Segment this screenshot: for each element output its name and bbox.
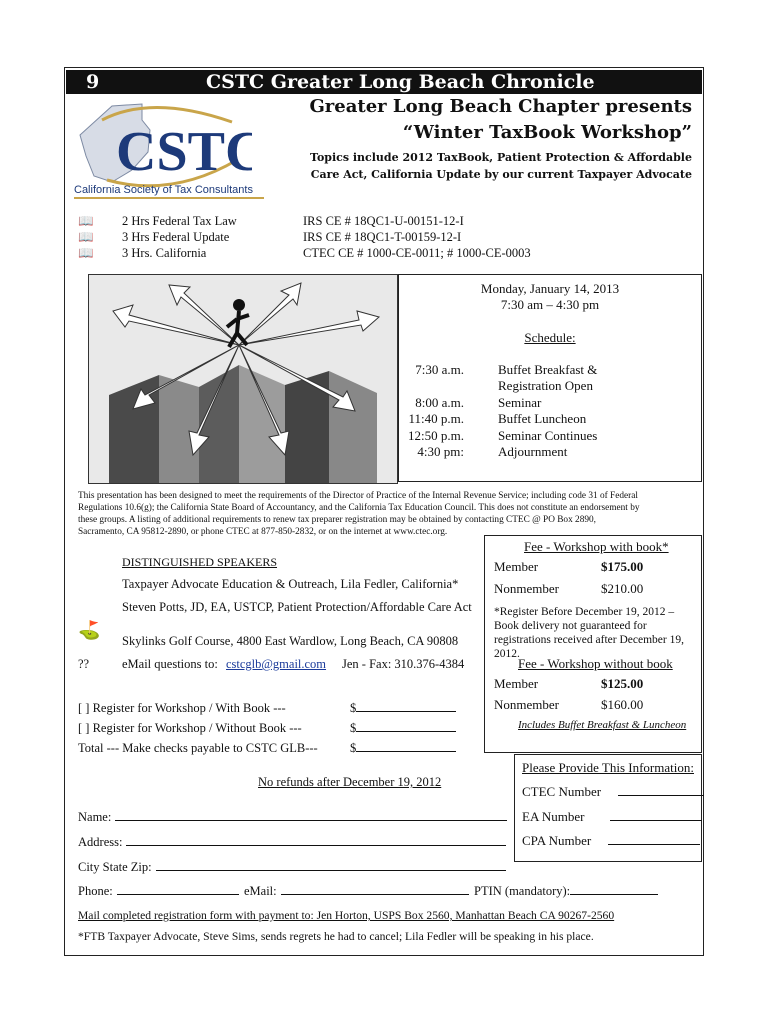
schedule-item: Buffet Luncheon	[498, 411, 587, 427]
field-line	[570, 894, 658, 895]
field-line	[610, 820, 702, 821]
disclaimer-line: Sacramento, CA 95812-2890, or phone CTEC at 877-850-2832, or on the internet at www.ctec.org.	[78, 527, 448, 537]
schedule-item: Seminar	[498, 394, 542, 410]
schedule-time: 11:40 p.m.	[408, 411, 464, 427]
amount-line	[356, 711, 456, 712]
footnote: *FTB Taxpayer Advocate, Steve Sims, sends regrets he had to cancel; Lila Fedler will be speaking in his place.	[78, 930, 594, 943]
schedule-heading: Schedule:	[524, 330, 576, 345]
newsletter-title: CSTC Greater Long Beach Chronicle	[206, 71, 595, 93]
schedule-time: 8:00 a.m.	[415, 394, 464, 410]
email-field-label: eMail:	[244, 884, 277, 898]
ctec-label: CTEC Number	[522, 784, 602, 799]
issue-number: 9	[86, 71, 100, 93]
credit-label: 3 Hrs. California	[122, 246, 207, 260]
fee-note: *Register Before December 19, 2012 – Book delivery not guaranteed for registrations received after December 19, 2012.	[494, 606, 684, 660]
credit-code: IRS CE # 18QC1-U-00151-12-I	[303, 214, 464, 228]
schedule-row	[398, 444, 702, 460]
schedule-row	[398, 428, 702, 444]
logo-caption: California Society of Tax Consultants	[74, 184, 264, 199]
no-refunds: No refunds after December 19, 2012	[258, 775, 442, 789]
credit-code: IRS CE # 18QC1-T-00159-12-I	[303, 230, 462, 244]
speakers-heading: DISTINGUISHED SPEAKERS	[122, 555, 278, 569]
schedule-item: Adjournment	[498, 443, 568, 459]
cpa-number-field[interactable]	[522, 833, 700, 849]
nonmember-with-price: $210.00	[601, 581, 644, 596]
event-time: 7:30 am – 4:30 pm	[500, 297, 600, 312]
ea-label: EA Number	[522, 809, 585, 824]
credit-label: 3 Hrs Federal Update	[122, 230, 230, 244]
fee-with-book-heading: Fee - Workshop with book*	[524, 539, 669, 554]
field-line	[156, 870, 506, 871]
credit-code: CTEC CE # 1000-CE-0011; # 1000-CE-0003	[303, 246, 531, 260]
register-with-book[interactable]: [ ] Register for Workshop / With Book ---	[78, 701, 286, 715]
book-icon: 📖	[78, 246, 94, 260]
credit-row	[78, 214, 464, 229]
field-line	[126, 845, 506, 846]
nonmember-label: Nonmember	[494, 581, 559, 596]
total-line: Total --- Make checks payable to CSTC GLB---	[78, 741, 318, 755]
event-date: Monday, January 14, 2013	[480, 281, 620, 296]
dollar-sign: $	[350, 721, 357, 735]
ea-number-field[interactable]	[522, 809, 702, 825]
member-label: Member	[494, 559, 539, 574]
member-with-price: $175.00	[601, 559, 644, 574]
schedule-list	[398, 362, 702, 460]
cpa-label: CPA Number	[522, 833, 592, 848]
question-marks: ??	[78, 657, 90, 671]
includes-note: Includes Buffet Breakfast & Luncheon	[518, 719, 687, 731]
name-field[interactable]	[78, 810, 507, 825]
email-label: eMail questions to:	[122, 657, 218, 671]
schedule-item: Registration Open	[498, 378, 593, 394]
field-line	[608, 844, 700, 845]
ctec-number-field[interactable]	[522, 784, 704, 800]
amount-with-book[interactable]	[350, 701, 456, 716]
info-heading: Please Provide This Information:	[522, 760, 694, 775]
phone-label: Phone:	[78, 884, 113, 898]
phone-field[interactable]	[78, 884, 239, 899]
disclaimer-line: these groups. A listing of additional requirements to renew tax preparer registration may be obtained by contacting CTEC @ PO Box 2890,	[78, 515, 596, 525]
arrows-illustration	[88, 274, 398, 484]
schedule-row	[398, 378, 702, 394]
book-icon: 📖	[78, 230, 94, 244]
email-link[interactable]: cstcglb@gmail.com	[226, 657, 327, 671]
field-line	[281, 894, 469, 895]
topics-line-1: Topics include 2012 TaxBook, Patient Protection & Affordable	[310, 151, 692, 164]
field-line	[115, 820, 507, 821]
disclaimer	[78, 490, 698, 538]
nonmember-label: Nonmember	[494, 697, 559, 712]
topics-line-2: Care Act, California Update by our current Taxpayer Advocate	[310, 168, 692, 181]
schedule-time: 4:30 pm:	[417, 443, 464, 459]
name-label: Name:	[78, 810, 112, 824]
credit-row	[78, 246, 531, 261]
member-label: Member	[494, 676, 539, 691]
credit-row	[78, 230, 462, 245]
fax-number: Jen - Fax: 310.376-4384	[342, 657, 465, 671]
field-line	[618, 795, 704, 796]
address-label: Address:	[78, 835, 123, 849]
email-field[interactable]	[244, 884, 469, 899]
schedule-item: Buffet Breakfast &	[498, 362, 598, 377]
nonmember-without-price: $160.00	[601, 697, 644, 712]
amount-total[interactable]	[350, 741, 456, 756]
book-icon: 📖	[78, 214, 94, 228]
amount-line	[356, 731, 456, 732]
disclaimer-line: Regulations 10.6(g); the California State Board of Accountancy, and the California Tax Education Council. This does not constitute an endorsement by	[78, 503, 640, 513]
member-without-price: $125.00	[601, 676, 644, 691]
city-label: City State Zip:	[78, 860, 152, 874]
address-field[interactable]	[78, 835, 506, 850]
dollar-sign: $	[350, 741, 357, 755]
ptin-field[interactable]	[474, 884, 658, 899]
mail-instructions: Mail completed registration form with payment to: Jen Horton, USPS Box 2560, Manhattan Beach CA 90267-2560	[78, 909, 615, 922]
schedule-row	[398, 362, 702, 378]
schedule-time: 7:30 a.m.	[415, 362, 464, 377]
golf-icon: ⛳	[78, 620, 101, 640]
schedule-row	[398, 395, 702, 411]
ptin-label: PTIN (mandatory):	[474, 884, 571, 898]
disclaimer-line: This presentation has been designed to meet the requirements of the Director of Practice of the Internal Revenue Service; including code 31 of Federal	[78, 491, 638, 501]
location: Skylinks Golf Course, 4800 East Wardlow, Long Beach, CA 90808	[122, 634, 459, 648]
presents-line: Greater Long Beach Chapter presents	[309, 96, 692, 117]
schedule-row	[398, 411, 702, 427]
svg-text:CSTC: CSTC	[116, 121, 252, 183]
schedule-time: 12:50 p.m.	[408, 427, 464, 443]
speaker-1: Taxpayer Advocate Education & Outreach, Lila Fedler, California*	[122, 577, 459, 591]
amount-without-book[interactable]	[350, 721, 456, 736]
amount-line	[356, 751, 456, 752]
credit-label: 2 Hrs Federal Tax Law	[122, 214, 237, 228]
speaker-2: Steven Potts, JD, EA, USTCP, Patient Protection/Affordable Care Act	[122, 600, 472, 614]
dollar-sign: $	[350, 701, 357, 715]
workshop-title: “Winter TaxBook Workshop”	[402, 122, 692, 143]
schedule-item: Seminar Continues	[498, 427, 598, 443]
city-state-zip-field[interactable]	[78, 860, 506, 875]
fee-without-book-heading: Fee - Workshop without book	[518, 656, 673, 671]
header-bar	[66, 70, 702, 94]
field-line	[117, 894, 239, 895]
register-without-book[interactable]: [ ] Register for Workshop / Without Book ---	[78, 721, 302, 735]
